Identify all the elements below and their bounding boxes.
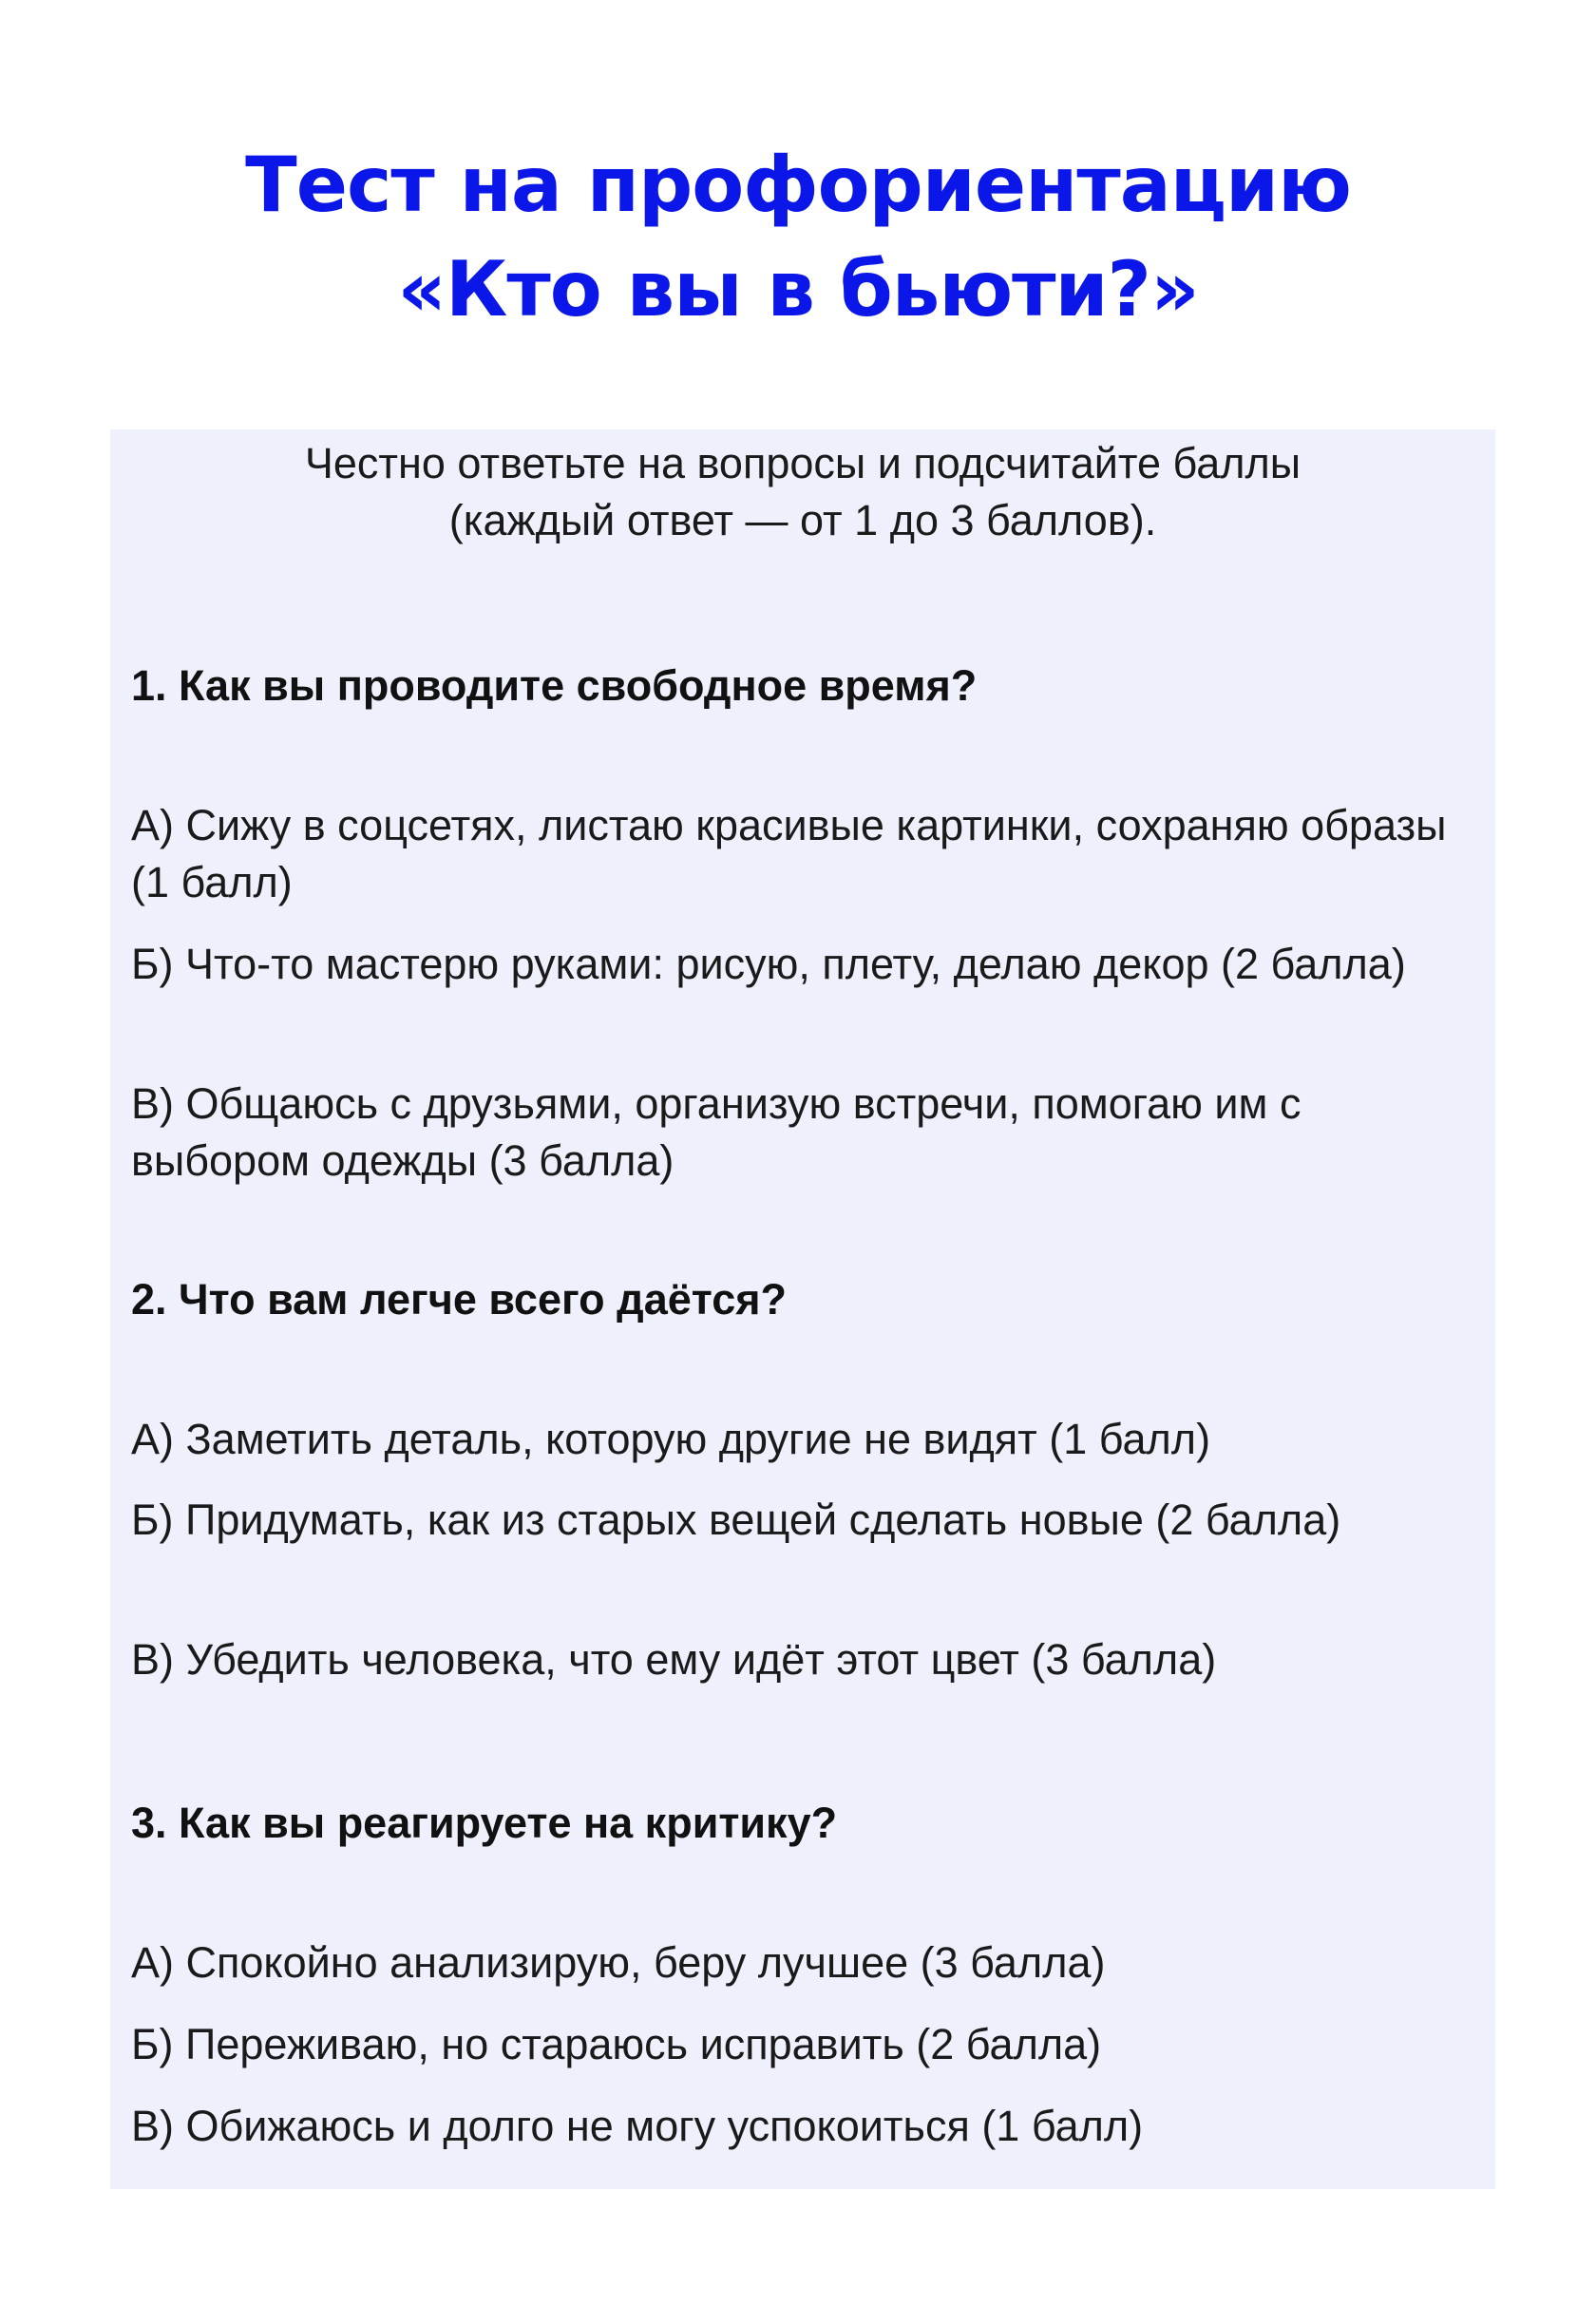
intro-text (110, 435, 1495, 549)
answer-2b: Б) Придумать, как из старых вещей сделать новые (2 балла) (131, 1495, 1341, 1544)
question-1: 1. Как вы проводите свободное время? (131, 661, 978, 710)
quiz-panel (110, 429, 1495, 2189)
title-line-1: Тест на профориентацию (245, 141, 1351, 229)
answer-3c: В) Обижаюсь и долго не могу успокоиться (1 балл) (131, 2102, 1144, 2150)
question-3: 3. Как вы реагируете на критику? (131, 1799, 838, 1847)
page-title (0, 133, 1596, 342)
answer-2c: В) Убедить человека, что ему идёт этот цвет (3 балла) (131, 1635, 1217, 1684)
answer-3b: Б) Переживаю, но стараюсь исправить (2 балла) (131, 2020, 1102, 2068)
answer-3a: А) Спокойно анализирую, беру лучшее (3 балла) (131, 1938, 1106, 1987)
answer-1a: А) Сижу в соцсетях, листаю красивые картинки, сохраняю образы (1 балл) (131, 801, 1447, 906)
answer-1b: Б) Что-то мастерю руками: рисую, плету, делаю декор (2 балла) (131, 940, 1406, 988)
answer-2a: А) Заметить деталь, которую другие не видят (1 балл) (131, 1415, 1211, 1463)
intro-line-2: (каждый ответ — от 1 до 3 баллов). (448, 496, 1157, 544)
intro-line-1: Честно ответьте на вопросы и подсчитайте баллы (304, 439, 1302, 487)
title-line-2: «Кто вы в бьюти?» (397, 245, 1199, 333)
question-2: 2. Что вам легче всего даётся? (131, 1275, 787, 1324)
answer-1c: В) Общаюсь с друзьями, организую встречи, помогаю им с выбором одежды (3 балла) (131, 1079, 1302, 1185)
